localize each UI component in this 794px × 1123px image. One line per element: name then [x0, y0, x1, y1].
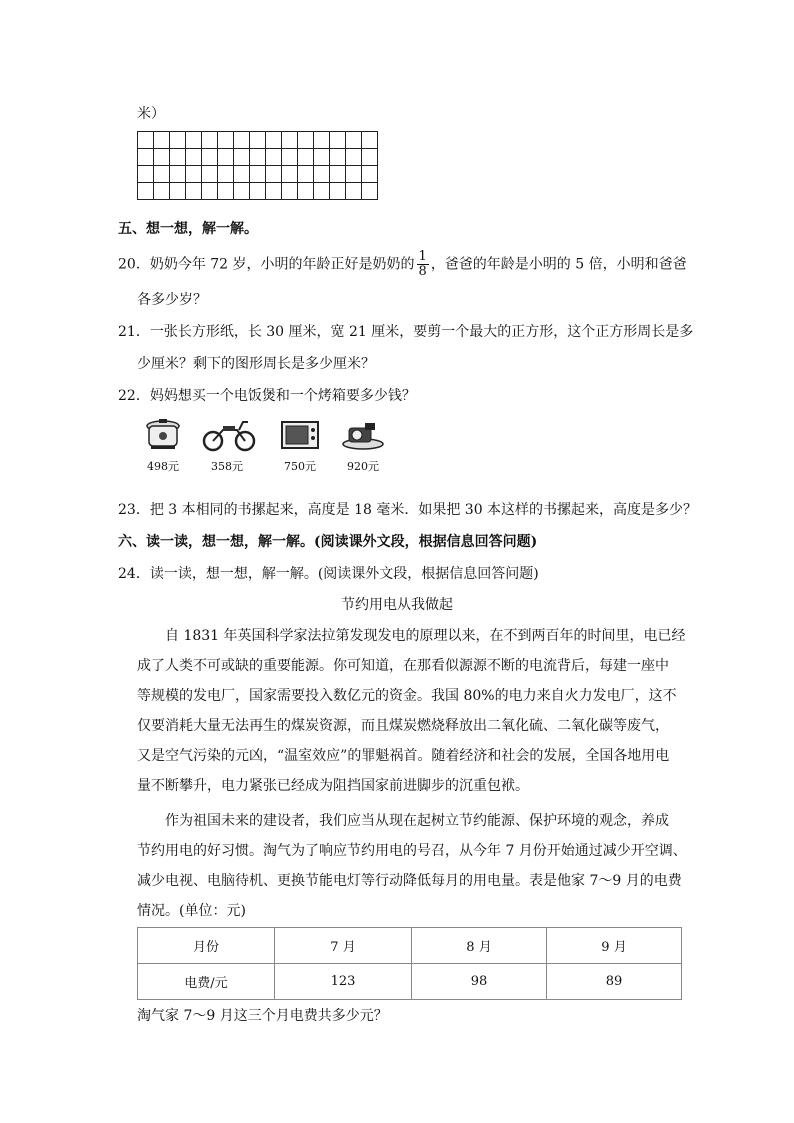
grid-cell: [362, 183, 378, 200]
p1-line: 等规模的发电厂，国家需要投入数亿元的资金。我国 80%的电力来自火力发电厂，这不: [137, 688, 677, 704]
grid-cell: [298, 132, 314, 149]
grid-cell: [138, 166, 154, 183]
fraction-denominator: 8: [418, 264, 427, 279]
header-cell: 月份: [138, 928, 275, 964]
article-paragraph-2: [137, 806, 687, 926]
grid-cell: [362, 149, 378, 166]
fraction-numerator: 1: [418, 249, 427, 264]
grid-row: [138, 183, 378, 200]
grid-cell: [186, 183, 202, 200]
oven-price: 750元: [284, 460, 316, 473]
q23-text: 23．把 3 本相同的书摞起来，高度是 18 毫米．如果把 30 本这样的书摞起来，高度是多少？: [118, 502, 698, 518]
grid-cell: [298, 183, 314, 200]
grid-cell: [346, 132, 362, 149]
p2-line: 减少电视、电脑待机、更换节能电灯等行动降低每月的用电量。表是他家 7～9 月的电费: [137, 873, 682, 889]
grid-cell: [330, 132, 346, 149]
p2-line: 节约用电的好习惯。淘气为了响应节约用电的号召，从今年 7 月份开始通过减少开空调、: [137, 843, 687, 859]
grid-cell: [234, 166, 250, 183]
grid-cell: [218, 149, 234, 166]
grid-cell: [330, 183, 346, 200]
grid-cell: [202, 132, 218, 149]
table-cell: 电费/元: [138, 964, 275, 1000]
q24-text: 24．读一读，想一想，解一解。(阅读课外文段，根据信息回答问题): [118, 566, 539, 582]
item-rice-cooker: [137, 418, 189, 474]
rice-cooker-icon: [141, 418, 185, 452]
grid-cell: [362, 132, 378, 149]
grid-cell: [282, 183, 298, 200]
grid-cell: [266, 183, 282, 200]
grid-cell: [170, 149, 186, 166]
grid-cell: [170, 183, 186, 200]
item-motorcycle: [201, 418, 253, 474]
oven-icon: [278, 418, 322, 452]
grid-cell: [282, 166, 298, 183]
camera-icon: [337, 418, 389, 452]
grid-cell: [250, 149, 266, 166]
answer-grid: [137, 131, 378, 200]
q20-line-2: 各多少岁？: [137, 292, 207, 308]
grid-cell: [170, 132, 186, 149]
grid-cell: [314, 132, 330, 149]
grid-cell: [202, 149, 218, 166]
grid-cell: [138, 183, 154, 200]
section-6-heading: 六、读一读，想一想，解一解。(阅读课外文段，根据信息回答问题): [118, 534, 538, 550]
electricity-bill-table: [137, 927, 682, 1000]
article-paragraph-1: [137, 621, 686, 801]
grid-cell: [154, 149, 170, 166]
table-cell: 89: [547, 964, 682, 1000]
grid-cell: [330, 166, 346, 183]
grid-cell: [138, 149, 154, 166]
grid-cell: [346, 149, 362, 166]
top-fragment: 米）: [137, 106, 165, 122]
q20-text-before: 20．奶奶今年 72 岁，小明的年龄正好是奶奶的: [118, 256, 415, 273]
grid-cell: [170, 166, 186, 183]
grid-cell: [314, 166, 330, 183]
grid-cell: [218, 183, 234, 200]
grid-cell: [154, 166, 170, 183]
p1-line: 仅要消耗大量无法再生的煤炭资源，而且煤炭燃烧释放出二氧化硫、二氧化碳等废气，: [137, 718, 669, 734]
grid-cell: [154, 132, 170, 149]
motorcycle-icon: [201, 418, 257, 452]
motorcycle-price: 358元: [211, 460, 243, 473]
q21-line-2: 少厘米？剩下的图形周长是多少厘米？: [137, 356, 375, 372]
table-cell: 98: [412, 964, 547, 1000]
grid-cell: [314, 149, 330, 166]
article-title: 节约用电从我做起: [341, 597, 453, 613]
grid-cell: [282, 132, 298, 149]
grid-cell: [362, 166, 378, 183]
grid-cell: [346, 166, 362, 183]
header-cell: 8 月: [412, 928, 547, 964]
grid-cell: [282, 149, 298, 166]
grid-cell: [250, 183, 266, 200]
item-camera: [337, 418, 389, 474]
grid-cell: [266, 166, 282, 183]
grid-row: [138, 166, 378, 183]
grid-cell: [202, 183, 218, 200]
grid-cell: [154, 183, 170, 200]
p1-line: 又是空气污染的元凶，“温室效应”的罪魁祸首。随着经济和社会的发展，全国各地用电: [137, 748, 670, 764]
grid-cell: [186, 132, 202, 149]
grid-cell: [234, 149, 250, 166]
grid-cell: [218, 132, 234, 149]
grid-cell: [250, 132, 266, 149]
q22-text: 22．妈妈想买一个电饭煲和一个烤箱要多少钱？: [118, 388, 416, 404]
table-row: [138, 964, 682, 1000]
grid-cell: [250, 166, 266, 183]
question-20: [118, 250, 687, 279]
p1-line: 自 1831 年英国科学家法拉第发现发电的原理以来，在不到两百年的时间里，电已经: [165, 628, 686, 644]
grid-cell: [234, 183, 250, 200]
grid-cell: [186, 166, 202, 183]
p2-line: 情况。(单位：元): [137, 903, 246, 919]
grid-cell: [298, 149, 314, 166]
item-oven: [274, 418, 326, 474]
grid-cell: [314, 183, 330, 200]
fraction: [417, 250, 429, 279]
header-cell: 9 月: [547, 928, 682, 964]
q24-question: 淘气家 7～9 月这三个月电费共多少元？: [137, 1008, 388, 1024]
grid-cell: [202, 166, 218, 183]
q21-line-1: 21．一张长方形纸，长 30 厘米，宽 21 厘米，要剪一个最大的正方形，这个正方形周长是多: [118, 324, 694, 340]
grid-cell: [138, 132, 154, 149]
p2-line: 作为祖国未来的建设者，我们应当从现在起树立节约能源、保护环境的观念，养成: [165, 813, 669, 829]
grid-row: [138, 132, 378, 149]
grid-cell: [218, 166, 234, 183]
camera-price: 920元: [347, 460, 379, 473]
grid-cell: [234, 132, 250, 149]
rice-cooker-price: 498元: [147, 460, 179, 473]
table-header-row: [138, 928, 682, 964]
p1-line: 成了人类不可或缺的重要能源。你可知道，在那看似源源不断的电流背后，每建一座中: [137, 658, 669, 674]
grid-row: [138, 149, 378, 166]
header-cell: 7 月: [275, 928, 412, 964]
grid-cell: [186, 149, 202, 166]
q20-text-after: ，爸爸的年龄是小明的 5 倍，小明和爸爸: [430, 256, 687, 273]
grid-cell: [346, 183, 362, 200]
table-cell: 123: [275, 964, 412, 1000]
p1-line: 量不断攀升，电力紧张已经成为阻挡国家前进脚步的沉重包袱。: [137, 778, 529, 794]
grid-cell: [298, 166, 314, 183]
grid-cell: [266, 149, 282, 166]
grid-cell: [266, 132, 282, 149]
grid-cell: [330, 149, 346, 166]
section-5-heading: 五、想一想，解一解。: [118, 221, 258, 237]
